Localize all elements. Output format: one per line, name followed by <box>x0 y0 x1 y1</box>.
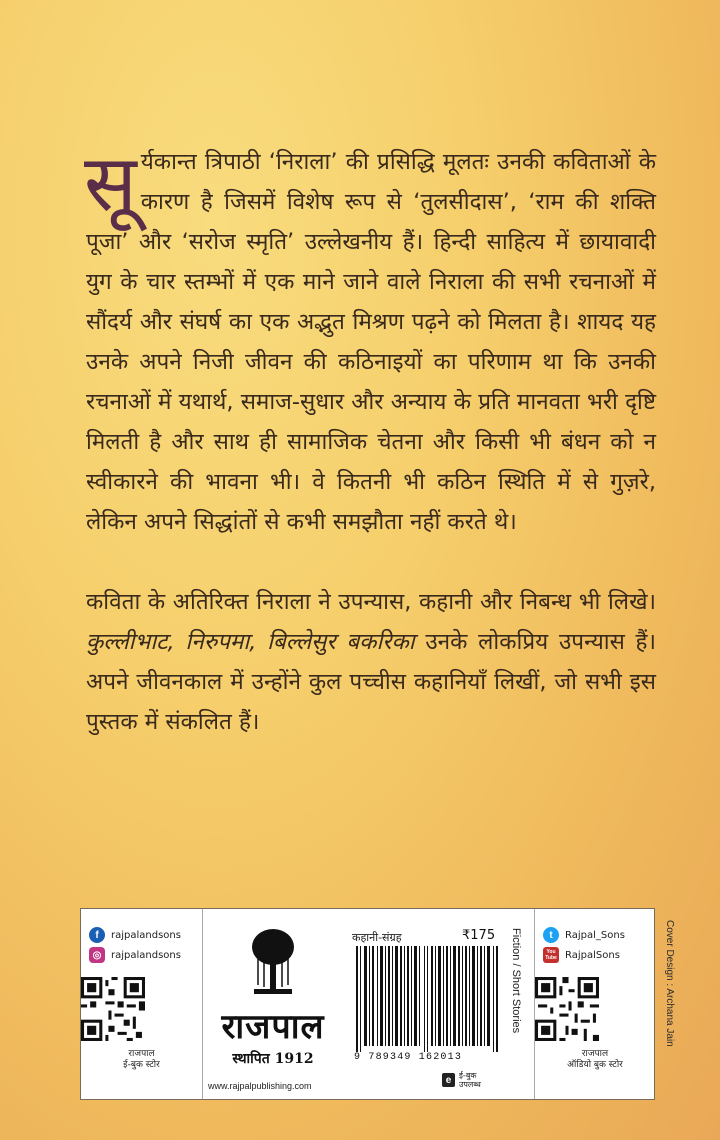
ebook-store-caption-line-2: ई-बुक स्टोर <box>123 1060 160 1070</box>
established-year: स्थापित 1912 <box>232 1051 314 1067</box>
youtube-link[interactable] <box>543 947 655 963</box>
publisher-website[interactable]: www.rajpalpublishing.com <box>208 1081 312 1091</box>
instagram-link[interactable] <box>89 947 202 963</box>
youtube-handle: RajpalSons <box>565 949 620 961</box>
twitter-handle: Rajpal_Sons <box>565 929 625 941</box>
instagram-icon: ◎ <box>89 947 105 963</box>
ebook-icon: e <box>442 1073 455 1087</box>
youtube-icon: You Tube <box>543 947 559 963</box>
instagram-handle: rajpalandsons <box>111 949 181 961</box>
facebook-icon: f <box>89 927 105 943</box>
blurb-paragraph-2-text-b: उनके लोकप्रिय उपन्यास हैं। अपने जीवनकाल में उन्होंने कुल पच्चीस कहानियाँ लिखीं, जो सभी इस पुस्तक में संकलित हैं। <box>86 629 657 735</box>
audio-book-store-caption-line-2: ऑडियो बुक स्टोर <box>567 1060 623 1070</box>
ebook-label-line-1: ई-बुक <box>459 1071 477 1080</box>
ebook-label-line-2: उपलब्ध <box>459 1080 481 1089</box>
price-label: ₹175 <box>462 928 496 943</box>
audio-book-store-qr-code[interactable] <box>535 977 599 1041</box>
blurb-paragraph-2-text-a: कविता के अतिरिक्त निराला ने उपन्यास, कहानी और निबन्ध भी लिखे। <box>86 589 656 615</box>
banyan-tree-logo-icon <box>250 927 296 999</box>
publisher-panel <box>80 908 655 1100</box>
twitter-link[interactable] <box>543 927 655 943</box>
ebook-store-caption <box>81 1049 202 1071</box>
ebook-store-qr-code[interactable] <box>81 977 145 1041</box>
genre-label: कहानी-संग्रह <box>352 931 402 944</box>
blurb-paragraph-1 <box>84 139 656 542</box>
twitter-bird-icon: t <box>543 927 559 943</box>
facebook-link[interactable] <box>89 927 202 943</box>
panel-right <box>534 909 655 1099</box>
publisher-logo-text: राजपाल <box>221 1007 325 1047</box>
drop-cap: सू <box>84 139 137 229</box>
ebook-store-caption-line-1: राजपाल <box>128 1049 155 1059</box>
isbn-barcode <box>354 946 502 1052</box>
blurb-paragraph-2 <box>86 582 656 742</box>
panel-left <box>81 909 203 1099</box>
ebook-available-badge <box>442 1071 481 1089</box>
isbn-number: 9 789349 162013 <box>354 1052 463 1063</box>
panel-middle <box>202 909 534 1099</box>
novel-titles: कुल्लीभाट, निरुपमा, बिल्लेसुर बकरिका <box>86 629 415 655</box>
blurb <box>84 139 657 742</box>
audio-book-store-caption <box>535 1049 655 1071</box>
category-label: Fiction / Short Stories <box>510 928 522 1034</box>
blurb-paragraph-1-text: र्यकान्त त्रिपाठी ‘निराला’ की प्रसिद्धि मूलतः उनकी कविताओं के कारण है जिसमें विशेष रूप से ‘तुलसीदास’, ‘राम की शक्ति पूजा’ और ‘सरोज स्मृति’ उल्लेखनीय हैं। हिन्दी साहित्य में छायावादी युग के चार स्तम्भों में एक माने जाने वाले निराला की सभी रचनाओं में सौंदर्य और संघर्ष का एक अद्भुत मिश्रण पढ़ने को मिलता है। शायद यह उनके अपने निजी जीवन की कठिनाइयों का परिणाम था कि उनकी रचनाओं में यथार्थ, समाज-सुधार और अन्याय के प्रति मानवता भरी दृष्टि मिलती है और साथ ही सामाजिक चेतना और किसी भी बंधन को न स्वीकारने की भावना भी। वे कितनी भी कठिन स्थिति में से गुज़रे, लेकिन अपने सिद्धांतों से कभी समझौता नहीं करते थे। <box>86 149 656 535</box>
audio-book-store-caption-line-1: राजपाल <box>581 1049 609 1059</box>
facebook-handle: rajpalandsons <box>111 929 181 941</box>
cover-design-credit: Cover Design : Archana Jain <box>664 920 675 1047</box>
